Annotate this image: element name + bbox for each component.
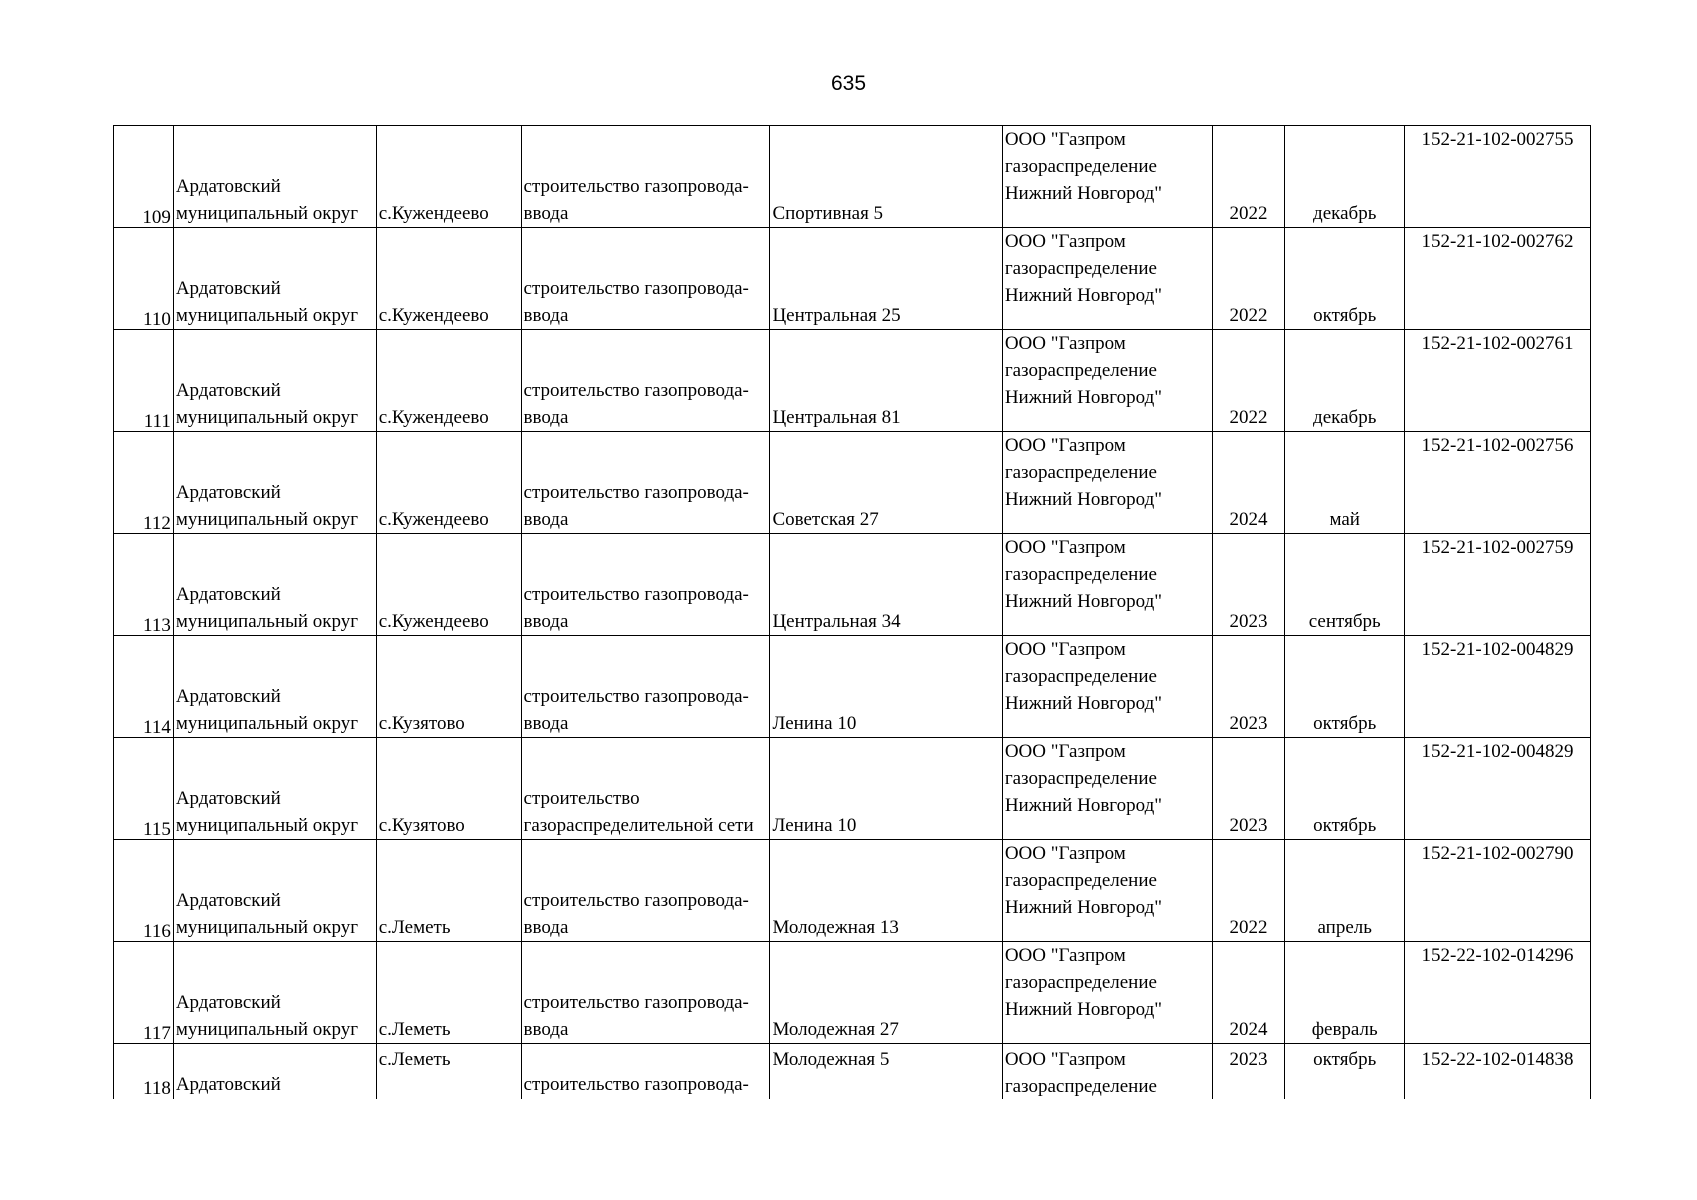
district-cell (173, 738, 376, 840)
cell-text: февраль (1311, 1019, 1378, 1040)
cell-text-line: ООО "Газпром (1004, 129, 1126, 150)
cell-text-line: муниципальный округ (175, 611, 359, 632)
cell-text: Советская 27 (772, 509, 879, 530)
village-cell (376, 126, 521, 228)
cell-text-line: строительство газопровода- (523, 1074, 749, 1095)
organization-cell (1002, 126, 1212, 228)
cell-text: 2024 (1229, 1019, 1268, 1040)
district-cell (173, 840, 376, 942)
village-cell (376, 942, 521, 1044)
work-type-cell (521, 432, 770, 534)
cell-text-line: Ардатовский (175, 992, 281, 1013)
row-number-cell (114, 738, 174, 840)
organization-cell (1002, 228, 1212, 330)
cell-text-line: Ардатовский (175, 278, 281, 299)
cell-text-line: ООО "Газпром (1004, 639, 1126, 660)
cell-text: 152-21-102-004829 (1421, 639, 1574, 660)
month-cell (1285, 330, 1405, 432)
district-cell (173, 636, 376, 738)
work-type-cell (521, 636, 770, 738)
row-number-cell (114, 636, 174, 738)
cell-text: 111 (143, 411, 171, 432)
cell-text-line: газораспределение (1004, 768, 1157, 789)
cell-text-line: ввода (523, 509, 569, 530)
cell-text: с.Кужендеево (378, 611, 489, 632)
work-type-cell (521, 228, 770, 330)
street-address-cell (770, 942, 1002, 1044)
cell-text: с.Кузятово (378, 815, 465, 836)
cell-text: апрель (1317, 917, 1372, 938)
cell-text: Молодежная 5 (772, 1049, 890, 1070)
work-type-cell (521, 126, 770, 228)
cell-text-line: муниципальный округ (175, 815, 359, 836)
cell-text-line: строительство газопровода- (523, 380, 749, 401)
table-row (114, 432, 1591, 534)
organization-cell (1002, 636, 1212, 738)
village-cell (376, 1044, 521, 1100)
cell-text-line: Нижний Новгород" (1004, 489, 1162, 510)
year-cell (1212, 432, 1285, 534)
row-number-cell (114, 432, 174, 534)
year-cell (1212, 534, 1285, 636)
cell-text: 2022 (1229, 203, 1268, 224)
cell-text-line: муниципальный округ (175, 713, 359, 734)
cell-text-line: муниципальный округ (175, 305, 359, 326)
cell-text: 2022 (1229, 407, 1268, 428)
cell-text-line: ООО "Газпром (1004, 231, 1126, 252)
street-address-cell (770, 840, 1002, 942)
cell-text-line: строительство газопровода- (523, 176, 749, 197)
cell-text-line: строительство газопровода- (523, 686, 749, 707)
organization-cell (1002, 330, 1212, 432)
cell-text-line: Ардатовский (175, 176, 281, 197)
year-cell (1212, 228, 1285, 330)
year-cell (1212, 738, 1285, 840)
village-cell (376, 330, 521, 432)
cell-text-line: ООО "Газпром (1004, 741, 1126, 762)
cell-text: декабрь (1313, 203, 1377, 224)
cell-text-line: газораспределение (1004, 1076, 1157, 1097)
table-row (114, 840, 1591, 942)
table-row (114, 228, 1591, 330)
street-address-cell (770, 432, 1002, 534)
cell-text-line: газораспределительной сети (523, 815, 754, 836)
cell-text-line: муниципальный округ (175, 407, 359, 428)
month-cell (1285, 534, 1405, 636)
street-address-cell (770, 738, 1002, 840)
cell-text-line: ООО "Газпром (1004, 435, 1126, 456)
table-row (114, 1044, 1591, 1100)
cell-text: 109 (142, 207, 171, 228)
cell-text-line: газораспределение (1004, 870, 1157, 891)
row-number-cell (114, 330, 174, 432)
table-row (114, 738, 1591, 840)
cell-text: 152-21-102-002759 (1421, 537, 1574, 558)
year-cell (1212, 942, 1285, 1044)
year-cell (1212, 126, 1285, 228)
month-cell (1285, 738, 1405, 840)
cell-text: Спортивная 5 (772, 203, 884, 224)
cell-text: 2023 (1229, 611, 1268, 632)
cell-text-line: Нижний Новгород" (1004, 693, 1162, 714)
cell-text: с.Кузятово (378, 713, 465, 734)
cell-text-line: газораспределение (1004, 462, 1157, 483)
cell-text-line: газораспределение (1004, 666, 1157, 687)
organization-cell (1002, 942, 1212, 1044)
cell-text-line: Ардатовский (175, 1074, 281, 1095)
village-cell (376, 432, 521, 534)
cell-text-line: строительство газопровода- (523, 584, 749, 605)
cell-text: 114 (143, 717, 171, 738)
table-row (114, 942, 1591, 1044)
cell-text-line: муниципальный округ (175, 203, 359, 224)
organization-cell (1002, 534, 1212, 636)
cell-text-line: строительство (523, 788, 640, 809)
cell-text: с.Кужендеево (378, 305, 489, 326)
cell-text: 152-22-102-014838 (1421, 1049, 1574, 1070)
year-cell (1212, 636, 1285, 738)
cell-text: 117 (143, 1023, 171, 1044)
cell-text-line: строительство газопровода- (523, 890, 749, 911)
village-cell (376, 636, 521, 738)
month-cell (1285, 126, 1405, 228)
cell-text: Молодежная 27 (772, 1019, 899, 1040)
registry-code-cell (1405, 228, 1591, 330)
registry-code-cell (1405, 738, 1591, 840)
year-cell (1212, 840, 1285, 942)
cell-text-line: ООО "Газпром (1004, 1049, 1126, 1070)
cell-text: 112 (143, 513, 171, 534)
month-cell (1285, 228, 1405, 330)
organization-cell (1002, 432, 1212, 534)
street-address-cell (770, 126, 1002, 228)
row-number-cell (114, 534, 174, 636)
registry-code-cell (1405, 534, 1591, 636)
village-cell (376, 840, 521, 942)
cell-text: 116 (143, 921, 171, 942)
cell-text: Центральная 25 (772, 305, 901, 326)
cell-text: Ленина 10 (772, 713, 857, 734)
registry-code-cell (1405, 432, 1591, 534)
cell-text-line: Ардатовский (175, 482, 281, 503)
street-address-cell (770, 636, 1002, 738)
district-cell (173, 330, 376, 432)
village-cell (376, 228, 521, 330)
cell-text-line: газораспределение (1004, 258, 1157, 279)
cell-text-line: строительство газопровода- (523, 482, 749, 503)
cell-text-line: газораспределение (1004, 360, 1157, 381)
registry-code-cell (1405, 636, 1591, 738)
cell-text: с.Леметь (378, 917, 451, 938)
table-body (114, 126, 1591, 1100)
cell-text: 110 (143, 309, 171, 330)
district-cell (173, 1044, 376, 1100)
district-cell (173, 942, 376, 1044)
month-cell (1285, 1044, 1405, 1100)
work-type-cell (521, 534, 770, 636)
work-type-cell (521, 330, 770, 432)
cell-text: 2022 (1229, 917, 1268, 938)
row-number-cell (114, 840, 174, 942)
cell-text-line: ООО "Газпром (1004, 843, 1126, 864)
gas-pipeline-registry-table (113, 125, 1591, 1099)
cell-text: 152-21-102-002762 (1421, 231, 1574, 252)
district-cell (173, 534, 376, 636)
cell-text: 152-21-102-002761 (1421, 333, 1574, 354)
cell-text: сентябрь (1308, 611, 1381, 632)
village-cell (376, 738, 521, 840)
cell-text-line: ввода (523, 917, 569, 938)
cell-text: 152-21-102-002790 (1421, 843, 1574, 864)
page-number: 635 (830, 72, 867, 95)
cell-text: октябрь (1313, 1049, 1377, 1070)
organization-cell (1002, 1044, 1212, 1100)
cell-text-line: строительство газопровода- (523, 278, 749, 299)
district-cell (173, 126, 376, 228)
street-address-cell (770, 1044, 1002, 1100)
cell-text-line: Ардатовский (175, 584, 281, 605)
work-type-cell (521, 738, 770, 840)
cell-text-line: ввода (523, 203, 569, 224)
organization-cell (1002, 738, 1212, 840)
cell-text-line: ввода (523, 1019, 569, 1040)
cell-text-line: ООО "Газпром (1004, 333, 1126, 354)
cell-text: 2023 (1229, 1049, 1268, 1070)
cell-text-line: газораспределение (1004, 564, 1157, 585)
cell-text-line: Нижний Новгород" (1004, 795, 1162, 816)
cell-text: Центральная 34 (772, 611, 901, 632)
cell-text: май (1329, 509, 1360, 530)
cell-text: с.Кужендеево (378, 407, 489, 428)
organization-cell (1002, 840, 1212, 942)
row-number-cell (114, 1044, 174, 1100)
cell-text-line: Нижний Новгород" (1004, 183, 1162, 204)
month-cell (1285, 840, 1405, 942)
cell-text-line: ввода (523, 305, 569, 326)
month-cell (1285, 432, 1405, 534)
table-row (114, 636, 1591, 738)
cell-text-line: Ардатовский (175, 380, 281, 401)
village-cell (376, 534, 521, 636)
registry-code-cell (1405, 840, 1591, 942)
district-cell (173, 432, 376, 534)
table-viewport (112, 125, 1591, 1099)
table-row (114, 126, 1591, 228)
cell-text-line: Нижний Новгород" (1004, 387, 1162, 408)
cell-text-line: ООО "Газпром (1004, 945, 1126, 966)
cell-text: октябрь (1313, 713, 1377, 734)
cell-text: с.Леметь (378, 1049, 451, 1070)
cell-text-line: ввода (523, 611, 569, 632)
cell-text-line: муниципальный округ (175, 509, 359, 530)
cell-text: декабрь (1313, 407, 1377, 428)
cell-text: Молодежная 13 (772, 917, 899, 938)
cell-text: 152-21-102-004829 (1421, 741, 1574, 762)
work-type-cell (521, 942, 770, 1044)
cell-text: Центральная 81 (772, 407, 901, 428)
cell-text-line: ООО "Газпром (1004, 537, 1126, 558)
cell-text-line: Ардатовский (175, 686, 281, 707)
cell-text: октябрь (1313, 305, 1377, 326)
cell-text: 2024 (1229, 509, 1268, 530)
cell-text-line: Ардатовский (175, 788, 281, 809)
cell-text-line: муниципальный округ (175, 1019, 359, 1040)
cell-text-line: строительство газопровода- (523, 992, 749, 1013)
year-cell (1212, 1044, 1285, 1100)
cell-text: 2023 (1229, 713, 1268, 734)
street-address-cell (770, 228, 1002, 330)
cell-text: 113 (143, 615, 171, 636)
cell-text-line: Нижний Новгород" (1004, 591, 1162, 612)
cell-text: с.Кужендеево (378, 203, 489, 224)
table-row (114, 330, 1591, 432)
cell-text-line: муниципальный округ (175, 917, 359, 938)
registry-code-cell (1405, 1044, 1591, 1100)
district-cell (173, 228, 376, 330)
cell-text-line: газораспределение (1004, 972, 1157, 993)
cell-text: 2023 (1229, 815, 1268, 836)
year-cell (1212, 330, 1285, 432)
cell-text: с.Леметь (378, 1019, 451, 1040)
cell-text-line: Нижний Новгород" (1004, 897, 1162, 918)
registry-code-cell (1405, 330, 1591, 432)
cell-text: 152-21-102-002755 (1421, 129, 1574, 150)
cell-text: 115 (143, 819, 171, 840)
cell-text-line: Нижний Новгород" (1004, 285, 1162, 306)
registry-code-cell (1405, 942, 1591, 1044)
cell-text-line: ввода (523, 713, 569, 734)
row-number-cell (114, 942, 174, 1044)
cell-text-line: Нижний Новгород" (1004, 999, 1162, 1020)
month-cell (1285, 636, 1405, 738)
table-row (114, 534, 1591, 636)
row-number-cell (114, 228, 174, 330)
street-address-cell (770, 534, 1002, 636)
month-cell (1285, 942, 1405, 1044)
cell-text: 152-22-102-014296 (1421, 945, 1574, 966)
cell-text: 118 (143, 1078, 171, 1099)
cell-text: октябрь (1313, 815, 1377, 836)
work-type-cell (521, 1044, 770, 1100)
cell-text: Ленина 10 (772, 815, 857, 836)
cell-text: 2022 (1229, 305, 1268, 326)
cell-text-line: газораспределение (1004, 156, 1157, 177)
cell-text-line: Ардатовский (175, 890, 281, 911)
cell-text: с.Кужендеево (378, 509, 489, 530)
cell-text: 152-21-102-002756 (1421, 435, 1574, 456)
work-type-cell (521, 840, 770, 942)
registry-code-cell (1405, 126, 1591, 228)
row-number-cell (114, 126, 174, 228)
cell-text-line: ввода (523, 407, 569, 428)
street-address-cell (770, 330, 1002, 432)
